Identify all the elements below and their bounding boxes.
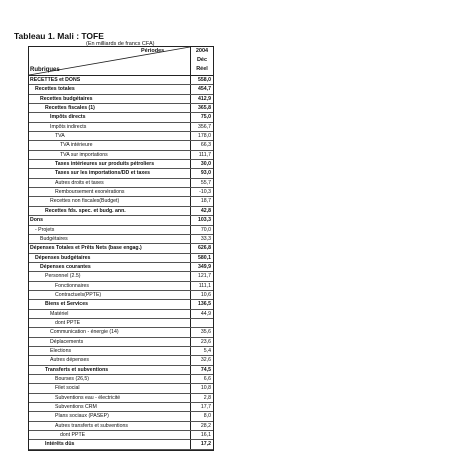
row-value: 23,6 [200, 338, 211, 345]
table-row [29, 254, 213, 263]
row-value: 33,3 [200, 235, 211, 242]
row-value: 42,8 [200, 207, 211, 214]
row-value: 558,0 [198, 77, 211, 83]
row-label: Autres dépenses [50, 357, 89, 364]
row-value: 70,0 [200, 226, 211, 233]
row-label: Subventions eau - électricité [55, 394, 121, 401]
row-label: Autres droits et taxes [55, 179, 104, 186]
row-value: 365,8 [198, 105, 211, 112]
row-value: 32,6 [200, 357, 211, 364]
table-row [29, 366, 213, 375]
row-value: 30,0 [200, 161, 211, 168]
table-row [29, 226, 213, 235]
row-label: TVA sur importations [60, 151, 108, 158]
row-value: 35,6 [200, 329, 211, 336]
row-label: dont PPTE [55, 319, 81, 326]
table-row [29, 104, 213, 113]
row-label: Déplacements [50, 338, 84, 345]
table-row [29, 169, 213, 178]
row-label: Plans sociaux (PASEP) [55, 413, 109, 420]
table-row [29, 95, 213, 104]
row-label: Dons [30, 217, 43, 224]
row-label: Impôts directs [50, 114, 86, 121]
table-row [29, 328, 213, 337]
row-value: 93,0 [200, 170, 211, 177]
row-value: 121,7 [198, 273, 211, 280]
row-value: 111,1 [198, 282, 211, 289]
row-label: Dépenses budgétaires [35, 254, 91, 261]
table-row [29, 384, 213, 393]
row-value: 6,6 [203, 376, 211, 382]
row-value: 17,7 [200, 404, 211, 411]
row-value: 8,0 [203, 413, 211, 420]
table-row [29, 216, 213, 225]
table-body [29, 76, 213, 450]
row-value: 18,7 [200, 198, 211, 205]
row-value: 111,7 [198, 151, 211, 158]
row-label: Matériel [50, 310, 69, 317]
column-divider [190, 319, 191, 327]
header-divider [190, 47, 191, 75]
row-label: Subventions CRM [55, 404, 97, 411]
row-label: - Projets [35, 226, 55, 233]
row-label: Contractuels(PPTE) [55, 291, 102, 298]
table-row [29, 179, 213, 188]
table-row [29, 113, 213, 122]
row-value: 28,2 [200, 422, 211, 429]
table-row [29, 310, 213, 319]
row-value: 626,8 [198, 245, 211, 252]
table-row [29, 207, 213, 216]
row-label: Recettes fiscales (1) [45, 105, 95, 112]
table-row [29, 272, 213, 281]
table-row [29, 76, 213, 85]
row-label: Personnel (2.5) [45, 273, 81, 280]
document-subtitle: (En milliards de francs CFA) [86, 41, 155, 47]
row-value: 349,9 [198, 263, 211, 270]
header-month: Déc [196, 57, 208, 63]
row-label: Recettes totales [35, 86, 75, 93]
row-label: Biens et Services [45, 301, 88, 308]
row-value: -10,3 [199, 189, 211, 196]
row-label: Filet social [55, 385, 80, 392]
row-value: 75,0 [200, 114, 211, 121]
row-label: Remboursement exonérations [55, 189, 125, 196]
row-value: 10,8 [200, 385, 211, 392]
table-row [29, 235, 213, 244]
tofe-table [28, 46, 214, 451]
table-row [29, 412, 213, 421]
row-label: Recettes non fiscales(Budget) [50, 198, 120, 205]
table-row [29, 375, 213, 384]
row-value: 178,0 [198, 133, 211, 140]
row-value: 44,9 [200, 310, 211, 317]
table-row [29, 319, 213, 328]
row-value: 136,5 [198, 301, 211, 308]
table-row [29, 300, 213, 309]
table-row [29, 431, 213, 440]
table-row [29, 123, 213, 132]
table-row [29, 188, 213, 197]
row-value: 2,8 [203, 394, 211, 401]
row-label: RECETTES et DONS [30, 77, 81, 83]
row-label: Recettes budgétaires [40, 95, 93, 102]
row-label: Budgétaires [40, 235, 68, 242]
row-value: 74,5 [200, 366, 211, 373]
row-label: TVA intérieure [60, 142, 93, 149]
document-title: Tableau 1. Mali : TOFE [14, 31, 104, 41]
table-row [29, 85, 213, 94]
table-row [29, 197, 213, 206]
row-label: Elections [50, 347, 72, 354]
table-row [29, 338, 213, 347]
header-status: Réel [196, 66, 208, 72]
row-label: Autres transferts et subventions [55, 422, 128, 429]
header-year: 2004 [195, 48, 209, 54]
table-row [29, 440, 213, 449]
row-value: 10,6 [200, 291, 211, 298]
table-row [29, 347, 213, 356]
table-row [29, 160, 213, 169]
row-label: Dépenses Totales et Prêts Nets (base engag.) [30, 245, 142, 252]
table-row [29, 356, 213, 365]
table-header [29, 46, 213, 76]
row-value: 17,2 [200, 441, 211, 448]
header-periodes: Périodes [141, 48, 165, 54]
row-value: 580,1 [198, 254, 211, 261]
table-row [29, 263, 213, 272]
row-label: Taxes sur les importations/DD et taxes [55, 170, 151, 177]
table-row [29, 422, 213, 431]
row-value: 5,4 [203, 347, 211, 354]
table-row [29, 282, 213, 291]
row-label: TVA [55, 133, 65, 140]
table-row [29, 141, 213, 150]
row-value: 454,7 [198, 86, 211, 93]
row-value: 356,7 [198, 123, 211, 130]
row-label: Recettes fds. spec. et budg. ann. [45, 207, 126, 214]
row-label: Intérêts dûs [45, 441, 75, 448]
row-value: 66,3 [200, 142, 211, 149]
row-value: 55,7 [200, 179, 211, 186]
table-row [29, 403, 213, 412]
table-row [29, 291, 213, 300]
row-label: Bourses (26,5) [55, 376, 90, 382]
row-value: 412,9 [198, 95, 211, 102]
table-row [29, 244, 213, 253]
row-value: 16,1 [200, 432, 211, 439]
row-label: Impôts indirects [50, 123, 87, 130]
row-value: 103,3 [198, 217, 211, 224]
row-label: Communication - énergie (14) [50, 329, 119, 336]
header-rubriques: Rubriques [30, 67, 60, 73]
row-label: Taxes intérieures sur produits pétroliers [55, 161, 155, 168]
row-label: Fonctionnaires [55, 282, 90, 289]
table-row [29, 132, 213, 141]
row-label: Transferts et subventions [45, 366, 109, 373]
row-label: Dépenses courantes [40, 263, 91, 270]
table-row [29, 151, 213, 160]
table-row [29, 394, 213, 403]
row-label: dont PPTE [60, 432, 86, 439]
